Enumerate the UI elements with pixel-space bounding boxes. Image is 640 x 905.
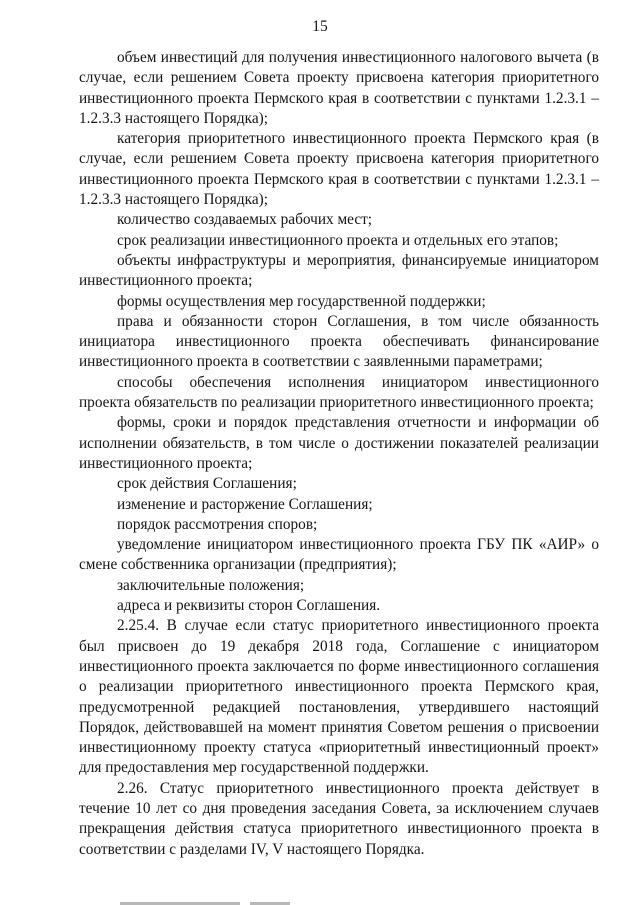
paragraph-project-category: категория приоритетного инвестиционного проекта Пермского края (в случае, если решением Совета проекту присвоена категория приоритетного инвестиционного проекта Пермского края в соответствии с пунктами 1.2.3.1 – 1.2.3.3 настоящего Порядка);: [79, 130, 599, 209]
paragraph-support-forms: формы осуществления мер государственной поддержки;: [117, 292, 486, 310]
scan-edge-mark: [0, 897, 640, 905]
paragraph-clause-2-25-4: 2.25.4. В случае если статус приоритетного инвестиционного проекта был присвоен до 19 декабря 2018 года, Соглашение с инициатором инвестиционного проекта заключается по форме инвестиционного соглашения о реализации приоритетного инвестиционного проекта Пермского края, предусмотренной редакцией постановления, утвердившего настоящий Порядок, действовавшей на момент принятия Советом решения о присвоении инвестиционному проекту статуса «приоритетный инвестиционный проект» для предоставления мер государственной поддержки.: [79, 617, 599, 777]
paragraph-implementation-term: срок реализации инвестиционного проекта и отдельных его этапов;: [117, 231, 559, 249]
paragraph-infrastructure-objects: объекты инфраструктуры и мероприятия, финансируемые инициатором инвестиционного проекта;: [79, 251, 599, 290]
paragraph-dispute-resolution: порядок рассмотрения споров;: [117, 515, 318, 533]
paragraph-security-methods: способы обеспечения исполнения инициатором инвестиционного проекта обязательств по реализации приоритетного инвестиционного проекта;: [79, 373, 599, 412]
paragraph-final-provisions: заключительные положения;: [117, 576, 305, 594]
paragraph-clause-2-26: 2.26. Статус приоритетного инвестиционного проекта действует в течение 10 лет со дня проведения заседания Совета, за исключением случаев прекращения действия статуса приоритетного инвестиционного проекта в соответствии с разделами IV, V настоящего Порядка.: [79, 779, 599, 858]
paragraph-rights-obligations: права и обязанности сторон Соглашения, в том числе обязанность инициатора инвестиционного проекта обеспечивать финансирование инвестиционного проекта в соответствии с заявленными параметрами;: [79, 312, 599, 371]
paragraph-agreement-term: срок действия Соглашения;: [117, 475, 297, 493]
paragraph-investment-volume: объем инвестиций для получения инвестиционного налогового вычета (в случае, если решением Совета проекту присвоена категория приоритетного инвестиционного проекта Пермского края в соответствии с пунктами 1.2.3.1 – 1.2.3.3 настоящего Порядка);: [79, 49, 599, 127]
paragraph-owner-change-notice: уведомление инициатором инвестиционного проекта ГБУ ПК «АИР» о смене собственника организации (предприятия);: [79, 536, 599, 574]
document-body: [79, 48, 599, 860]
page-number: 15: [312, 18, 328, 35]
paragraph-amendment-termination: изменение и расторжение Соглашения;: [117, 495, 373, 513]
paragraph-jobs-count: количество создаваемых рабочих мест;: [117, 211, 373, 229]
paragraph-reporting: формы, сроки и порядок представления отчетности и информации об исполнении обязательств, в том числе о достижении показателей реализации инвестиционного проекта;: [79, 414, 599, 472]
paragraph-addresses-details: адреса и реквизиты сторон Соглашения.: [117, 597, 381, 615]
